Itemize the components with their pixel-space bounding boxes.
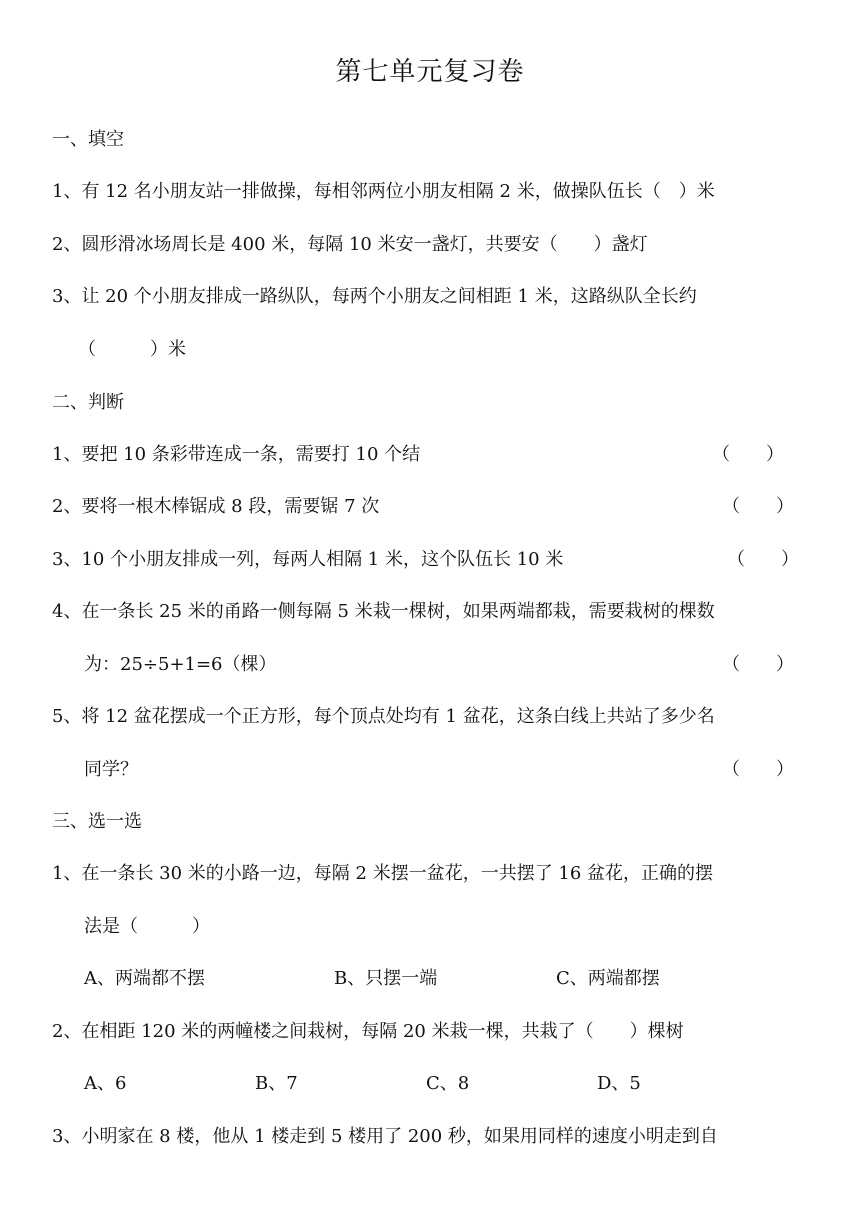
choice-2-option-d: D、5 xyxy=(597,1073,641,1094)
fill-question-1: 1、有 12 名小朋友站一排做操，每相邻两位小朋友相隔 2 米，做操队伍长（ ）米 xyxy=(52,181,715,202)
judge-question-3: 3、10 个小朋友排成一列，每两人相隔 1 米，这个队伍长 10 米 xyxy=(52,549,564,570)
page-title: 第七单元复习卷 xyxy=(335,57,525,87)
choice-2-option-c: C、8 xyxy=(426,1073,470,1094)
choice-1-option-a: A、两端都不摆 xyxy=(84,968,205,989)
choice-question-1-line-1: 1、在一条长 30 米的小路一边，每隔 2 米摆一盆花，一共摆了 16 盆花，正确的摆 xyxy=(52,863,714,884)
choice-2-option-a: A、6 xyxy=(84,1073,127,1094)
judge-answer-blank-2: （ ） xyxy=(722,496,794,517)
judge-question-5-line-2: 同学？ xyxy=(84,759,138,780)
choice-question-2: 2、在相距 120 米的两幢楼之间栽树，每隔 20 米栽一棵，共栽了（ ）棵树 xyxy=(52,1021,684,1042)
fill-question-3-line-2: （ ）米 xyxy=(78,339,186,360)
fill-question-2: 2、圆形滑冰场周长是 400 米，每隔 10 米安一盏灯，共要安（ ）盏灯 xyxy=(52,234,648,255)
judge-answer-blank-1: （ ） xyxy=(712,444,784,465)
section-heading-fill-blank: 一、填空 xyxy=(52,129,124,150)
judge-question-2: 2、要将一根木棒锯成 8 段，需要锯 7 次 xyxy=(52,496,380,517)
section-heading-choose: 三、选一选 xyxy=(52,811,142,832)
choice-1-option-c: C、两端都摆 xyxy=(556,968,660,989)
judge-question-4-line-2: 为：25÷5+1=6（棵） xyxy=(84,654,277,675)
judge-question-4-line-1: 4、在一条长 25 米的甬路一侧每隔 5 米栽一棵树，如果两端都栽，需要栽树的棵数 xyxy=(52,601,715,622)
judge-question-1: 1、要把 10 条彩带连成一条，需要打 10 个结 xyxy=(52,444,421,465)
choice-question-1-line-2: 法是（ ） xyxy=(84,916,210,937)
judge-question-5-line-1: 5、将 12 盆花摆成一个正方形，每个顶点处均有 1 盆花，这条白线上共站了多少名 xyxy=(52,706,715,727)
judge-answer-blank-4: （ ） xyxy=(722,654,794,675)
choice-1-option-b: B、只摆一端 xyxy=(334,968,438,989)
judge-answer-blank-5: （ ） xyxy=(722,759,794,780)
choice-question-3-line-1: 3、小明家在 8 楼，他从 1 楼走到 5 楼用了 200 秒，如果用同样的速度小明走到自 xyxy=(52,1126,718,1147)
choice-2-option-b: B、7 xyxy=(255,1073,298,1094)
section-heading-judge: 二、判断 xyxy=(52,392,124,413)
judge-answer-blank-3: （ ） xyxy=(727,549,799,570)
fill-question-3-line-1: 3、让 20 个小朋友排成一路纵队，每两个小朋友之间相距 1 米，这路纵队全长约 xyxy=(52,286,697,307)
